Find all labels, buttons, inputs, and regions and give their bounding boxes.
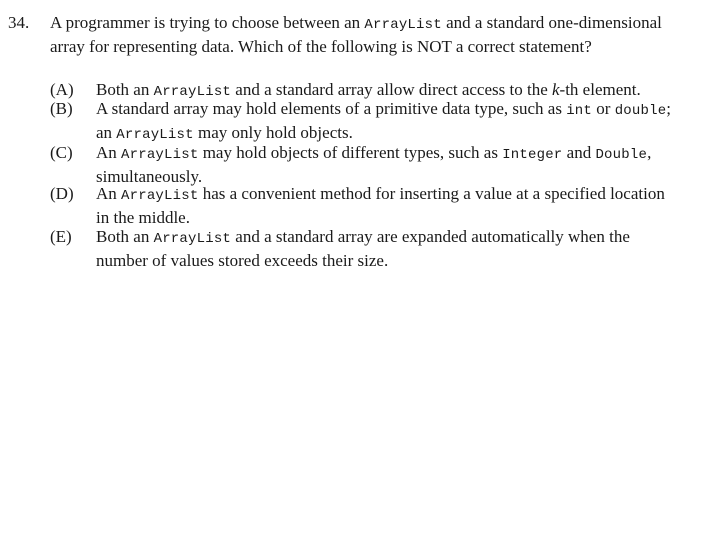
choice-text: in the middle. xyxy=(96,208,190,227)
choice-text: has a convenient method for inserting a value at a specified location xyxy=(198,184,665,203)
choice-text: and a standard array allow direct access to the xyxy=(231,80,552,99)
question-number: 34. xyxy=(8,13,30,32)
code-arraylist: ArrayList xyxy=(153,84,232,100)
italic-k: k xyxy=(552,80,560,99)
choice-text: Both an xyxy=(96,80,154,99)
choice-text: may hold objects of different types, such as xyxy=(198,143,503,162)
code-double-class: Double xyxy=(595,147,648,163)
choice-text: -th element. xyxy=(559,80,641,99)
stem-line-1 xyxy=(50,12,710,36)
stem-text: and a standard one-dimensional xyxy=(441,13,662,32)
choice-text: A standard array may hold elements of a primitive data type, such as xyxy=(96,99,567,118)
choice-label-c: (C) xyxy=(50,143,73,162)
choice-label-b: (B) xyxy=(50,99,73,118)
choice-label-d: (D) xyxy=(50,184,74,203)
choice-label-e: (E) xyxy=(50,227,72,246)
choice-e-text xyxy=(96,226,715,272)
choice-text: and a standard array are expanded automatically when the xyxy=(231,227,630,246)
code-arraylist: ArrayList xyxy=(153,231,232,247)
code-arraylist: ArrayList xyxy=(121,188,199,204)
choice-b-text xyxy=(96,98,715,146)
question-stem xyxy=(50,12,710,58)
code-integer: Integer xyxy=(502,147,563,163)
choice-text: Both an xyxy=(96,227,154,246)
choice-text: An xyxy=(96,143,122,162)
stem-text: A programmer is trying to choose between an xyxy=(50,13,365,32)
choice-c-text xyxy=(96,142,715,188)
code-arraylist: ArrayList xyxy=(121,147,199,163)
stem-code-arraylist: ArrayList xyxy=(364,17,442,33)
code-int: int xyxy=(566,103,593,119)
choice-text: may only hold objects. xyxy=(193,123,353,142)
code-arraylist: ArrayList xyxy=(116,127,194,143)
choice-text: an xyxy=(96,123,117,142)
choice-text: ; xyxy=(666,99,672,118)
choice-text: and xyxy=(562,143,596,162)
choice-text: number of values stored exceeds their size. xyxy=(96,251,389,270)
choice-text: or xyxy=(592,99,615,118)
choice-text: , xyxy=(647,143,652,162)
stem-line-2: array for representing data. Which of the following is NOT a correct statement? xyxy=(50,37,592,56)
choice-label-a: (A) xyxy=(50,80,74,99)
choice-d-text xyxy=(96,183,715,229)
choice-text: An xyxy=(96,184,122,203)
code-double: double xyxy=(614,103,667,119)
choice-text: simultaneously. xyxy=(96,167,203,186)
